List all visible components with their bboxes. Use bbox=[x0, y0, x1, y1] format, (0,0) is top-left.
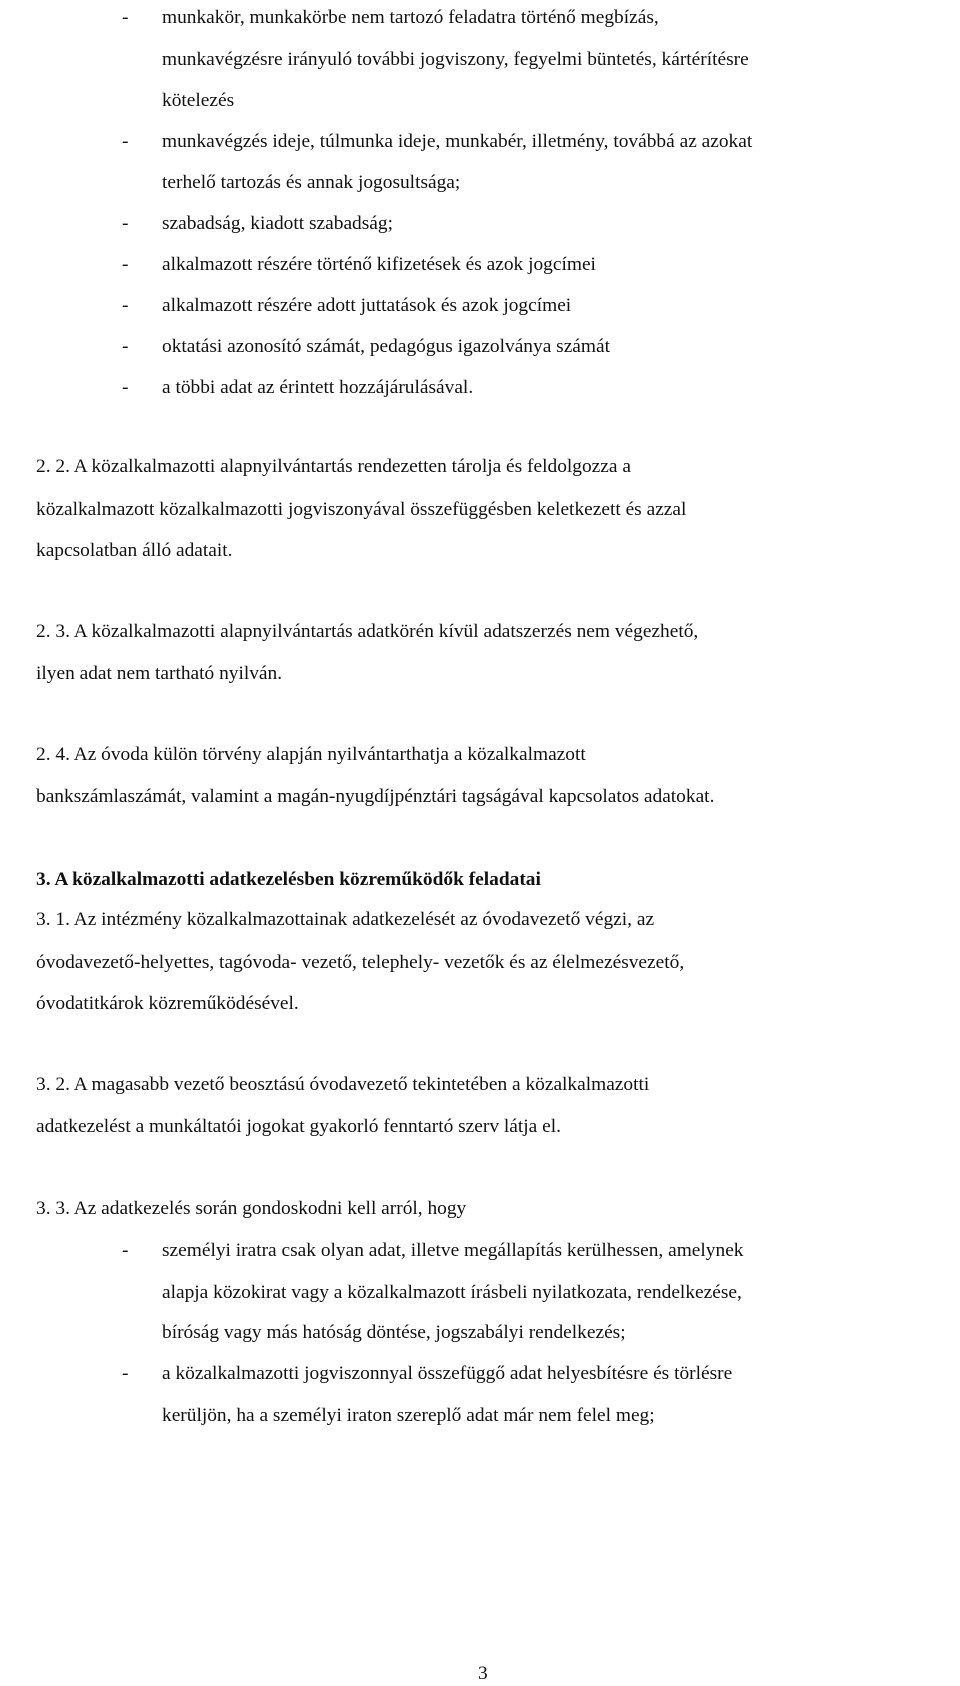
list-dash: - bbox=[122, 254, 129, 275]
list-dash: - bbox=[122, 377, 129, 398]
paragraph-line: kapcsolatban álló adatait. bbox=[36, 540, 233, 561]
paragraph-line: bankszámlaszámát, valamint a magán-nyugdíjpénztári tagságával kapcsolatos adatokat. bbox=[36, 786, 715, 807]
list-dash: - bbox=[122, 1363, 129, 1384]
list-item-line: alkalmazott részére adott juttatások és azok jogcímei bbox=[162, 295, 572, 316]
list-item-line: alkalmazott részére történő kifizetések és azok jogcímei bbox=[162, 254, 596, 275]
list-item-line: munkavégzésre irányuló további jogviszony, fegyelmi büntetés, kártérítésre bbox=[162, 49, 749, 70]
paragraph-line: óvodavezető-helyettes, tagóvoda- vezető, telephely- vezetők és az élelmezésvezető, bbox=[36, 952, 685, 973]
list-dash: - bbox=[122, 213, 129, 234]
list-dash: - bbox=[122, 1240, 129, 1261]
paragraph-line: ilyen adat nem tartható nyilván. bbox=[36, 663, 283, 684]
paragraph-line: 2. 2. A közalkalmazotti alapnyilvántartás rendezetten tárolja és feldolgozza a bbox=[36, 456, 631, 477]
section-heading: 3. A közalkalmazotti adatkezelésben közreműködők feladatai bbox=[36, 869, 541, 890]
paragraph-line: 3. 3. Az adatkezelés során gondoskodni kell arról, hogy bbox=[36, 1198, 467, 1219]
list-dash: - bbox=[122, 131, 129, 152]
list-item-line: terhelő tartozás és annak jogosultsága; bbox=[162, 172, 461, 193]
list-item-line: bíróság vagy más hatóság döntése, jogszabályi rendelkezés; bbox=[162, 1322, 626, 1343]
list-item-line: alapja közokirat vagy a közalkalmazott írásbeli nyilatkozata, rendelkezése, bbox=[162, 1282, 742, 1303]
list-item-line: a többi adat az érintett hozzájárulásával. bbox=[162, 377, 474, 398]
list-dash: - bbox=[122, 295, 129, 316]
list-item-line: a közalkalmazotti jogviszonnyal összefüggő adat helyesbítésre és törlésre bbox=[162, 1363, 733, 1384]
paragraph-line: közalkalmazott közalkalmazotti jogviszonyával összefüggésben keletkezett és azzal bbox=[36, 499, 687, 520]
list-dash: - bbox=[122, 7, 129, 28]
list-item-line: személyi iratra csak olyan adat, illetve megállapítás kerülhessen, amelynek bbox=[162, 1240, 744, 1261]
page-number: 3 bbox=[478, 1663, 488, 1684]
list-dash: - bbox=[122, 336, 129, 357]
paragraph-line: óvodatitkárok közreműködésével. bbox=[36, 993, 299, 1014]
list-item-line: kerüljön, ha a személyi iraton szereplő adat már nem felel meg; bbox=[162, 1405, 655, 1426]
paragraph-line: 2. 3. A közalkalmazotti alapnyilvántartás adatkörén kívül adatszerzés nem végezhető, bbox=[36, 621, 699, 642]
list-item-line: munkavégzés ideje, túlmunka ideje, munkabér, illetmény, továbbá az azokat bbox=[162, 131, 753, 152]
list-item-line: szabadság, kiadott szabadság; bbox=[162, 213, 393, 234]
paragraph-line: 3. 2. A magasabb vezető beosztású óvodavezető tekintetében a közalkalmazotti bbox=[36, 1074, 650, 1095]
list-item-line: munkakör, munkakörbe nem tartozó feladatra történő megbízás, bbox=[162, 7, 659, 28]
list-item-line: oktatási azonosító számát, pedagógus igazolványa számát bbox=[162, 336, 610, 357]
paragraph-line: 2. 4. Az óvoda külön törvény alapján nyilvántarthatja a közalkalmazott bbox=[36, 744, 586, 765]
paragraph-line: 3. 1. Az intézmény közalkalmazottainak adatkezelését az óvodavezető végzi, az bbox=[36, 909, 655, 930]
paragraph-line: adatkezelést a munkáltatói jogokat gyakorló fenntartó szerv látja el. bbox=[36, 1116, 561, 1137]
list-item-line: kötelezés bbox=[162, 90, 235, 111]
